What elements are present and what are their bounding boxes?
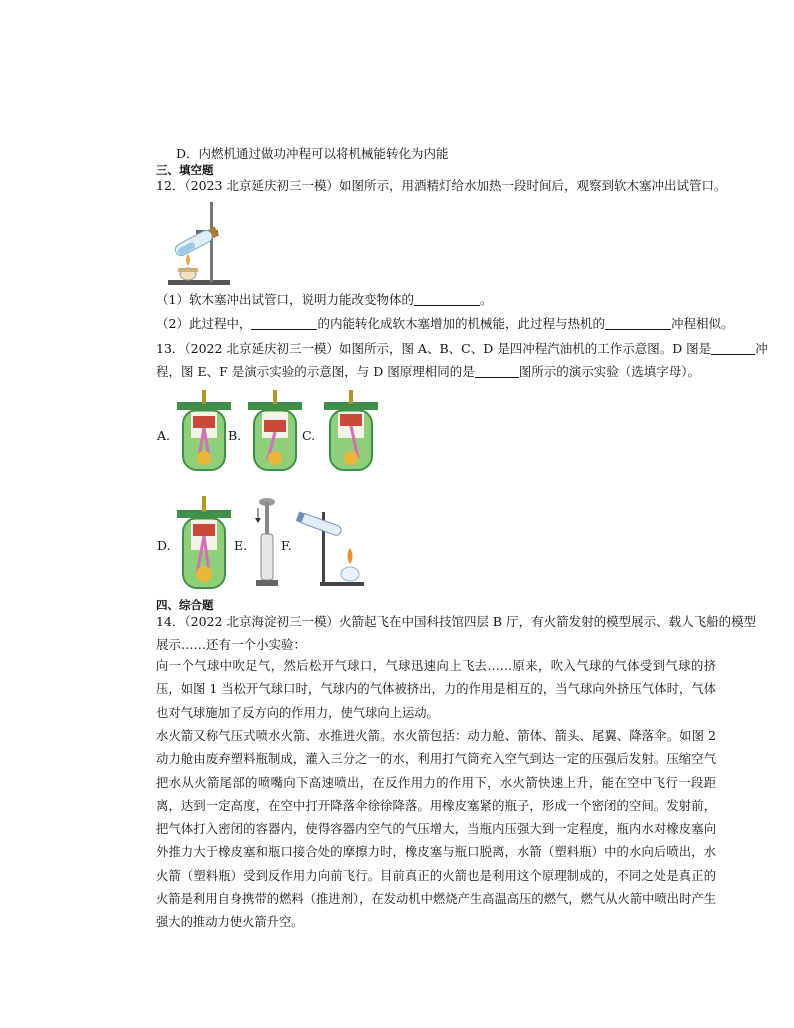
q13-line1 (156, 341, 768, 357)
answer-blank[interactable] (414, 293, 480, 306)
label-a: A. (157, 428, 171, 443)
engine-diagram-a (175, 388, 233, 472)
section-3-heading: 三、填空题 (156, 163, 214, 177)
q12-sub1-end: 。 (479, 292, 493, 307)
answer-blank[interactable] (711, 342, 755, 355)
q13-line2-text: 程，图 E、F 是演示实验的示意图，与 D 图原理相同的是 (156, 364, 475, 379)
q14-intro-line2: 展示……还有一个小实验： (156, 637, 307, 652)
q12-sub2 (156, 316, 734, 332)
q14-paragraph-1: 向一个气球中吹足气，然后松开气球口，气球迅速向上飞去……原来，吹入气球的气体受到气球的挤压，如图 1 当松开气球口时，气球内的气体被挤出，力的作用是相互的，当气球向外挤压气体时，气体也对气球施加了反方向的作用力，使气球向上运动。 (156, 659, 716, 720)
q13-line2 (156, 364, 700, 380)
engine-diagram-b (246, 388, 304, 472)
q12-sub2-text: （2）此过程中， (156, 316, 252, 331)
label-b: B. (228, 428, 242, 443)
q12-sub1-text: （1）软木塞冲出试管口，说明力能改变物体的 (156, 292, 414, 307)
label-e: E. (234, 538, 248, 553)
demo-e-figure (252, 494, 282, 590)
q12-stem: 12．（2023 北京延庆初三一模）如图所示，用酒精灯给水加热一段时间后，观察到软木塞冲出试管口。 (156, 178, 727, 193)
q11-option-d: D．内燃机通过做功冲程可以将机械能转化为内能 (176, 146, 449, 161)
section-4-heading: 四、综合题 (156, 598, 214, 612)
engine-diagram-d (175, 494, 233, 590)
q12-apparatus-figure (166, 198, 236, 288)
q12-sub1 (156, 292, 492, 308)
label-d: D. (157, 538, 171, 553)
q13-line1-text: 13．（2022 北京延庆初三一模）如图所示，图 A、B、C、D 是四冲程汽油机的工作示意图。D 图是 (156, 341, 712, 356)
answer-blank[interactable] (605, 317, 671, 330)
q13-line1-end: 冲 (755, 341, 768, 356)
label-f: F. (281, 538, 292, 553)
demo-f-figure (296, 504, 366, 588)
q14-paragraph-2: 水火箭又称气压式喷水火箭、水推进火箭。水火箭包括：动力舱、箭体、箭头、尾翼、降落伞。如图 2 动力舱由废弃塑料瓶制成，灌入三分之一的水，利用打气筒充入空气到达一定的压强后发射。压缩空气把水从火箭尾部的喷嘴向下高速喷出，在反作用力的作用下，水火箭快速上升，能在空中飞行一段距离，达到一定高度，在空中打开降落伞徐徐降落。用橡皮塞紧的瓶子，形成一个密闭的空间。发射前，把气体打入密闭的容器内，使得容器内空气的气压增大，当瓶内压强大到一定程度，瓶内水对橡皮塞向外推力大于橡皮塞和瓶口接合处的摩擦力时，橡皮塞与瓶口脱离，水箭（塑料瓶）中的水向后喷出，水火箭（塑料瓶）受到反作用力向前飞行。目前真正的火箭也是利用这个原理制成的，不同之处是真正的火箭是利用自身携带的燃料（推进剂），在发动机中燃烧产生高温高压的燃气，燃气从火箭中喷出时产生强大的推动力使火箭升空。 (156, 729, 716, 930)
q12-sub2-end: 冲程相似。 (670, 316, 734, 331)
q14-intro-line1: 14．（2022 北京海淀初三一模）火箭起飞在中国科技馆四层 B 厅，有火箭发射的模型展示、载人飞船的模型 (156, 614, 757, 629)
engine-diagram-c (322, 388, 380, 472)
q12-sub2-middle: 的内能转化成软木塞增加的机械能，此过程与热机的 (317, 316, 605, 331)
answer-blank[interactable] (251, 317, 317, 330)
q13-line2-end: 图所示的演示实验（选填字母）。 (518, 364, 700, 379)
label-c: C. (302, 428, 316, 443)
answer-blank[interactable] (475, 365, 519, 378)
